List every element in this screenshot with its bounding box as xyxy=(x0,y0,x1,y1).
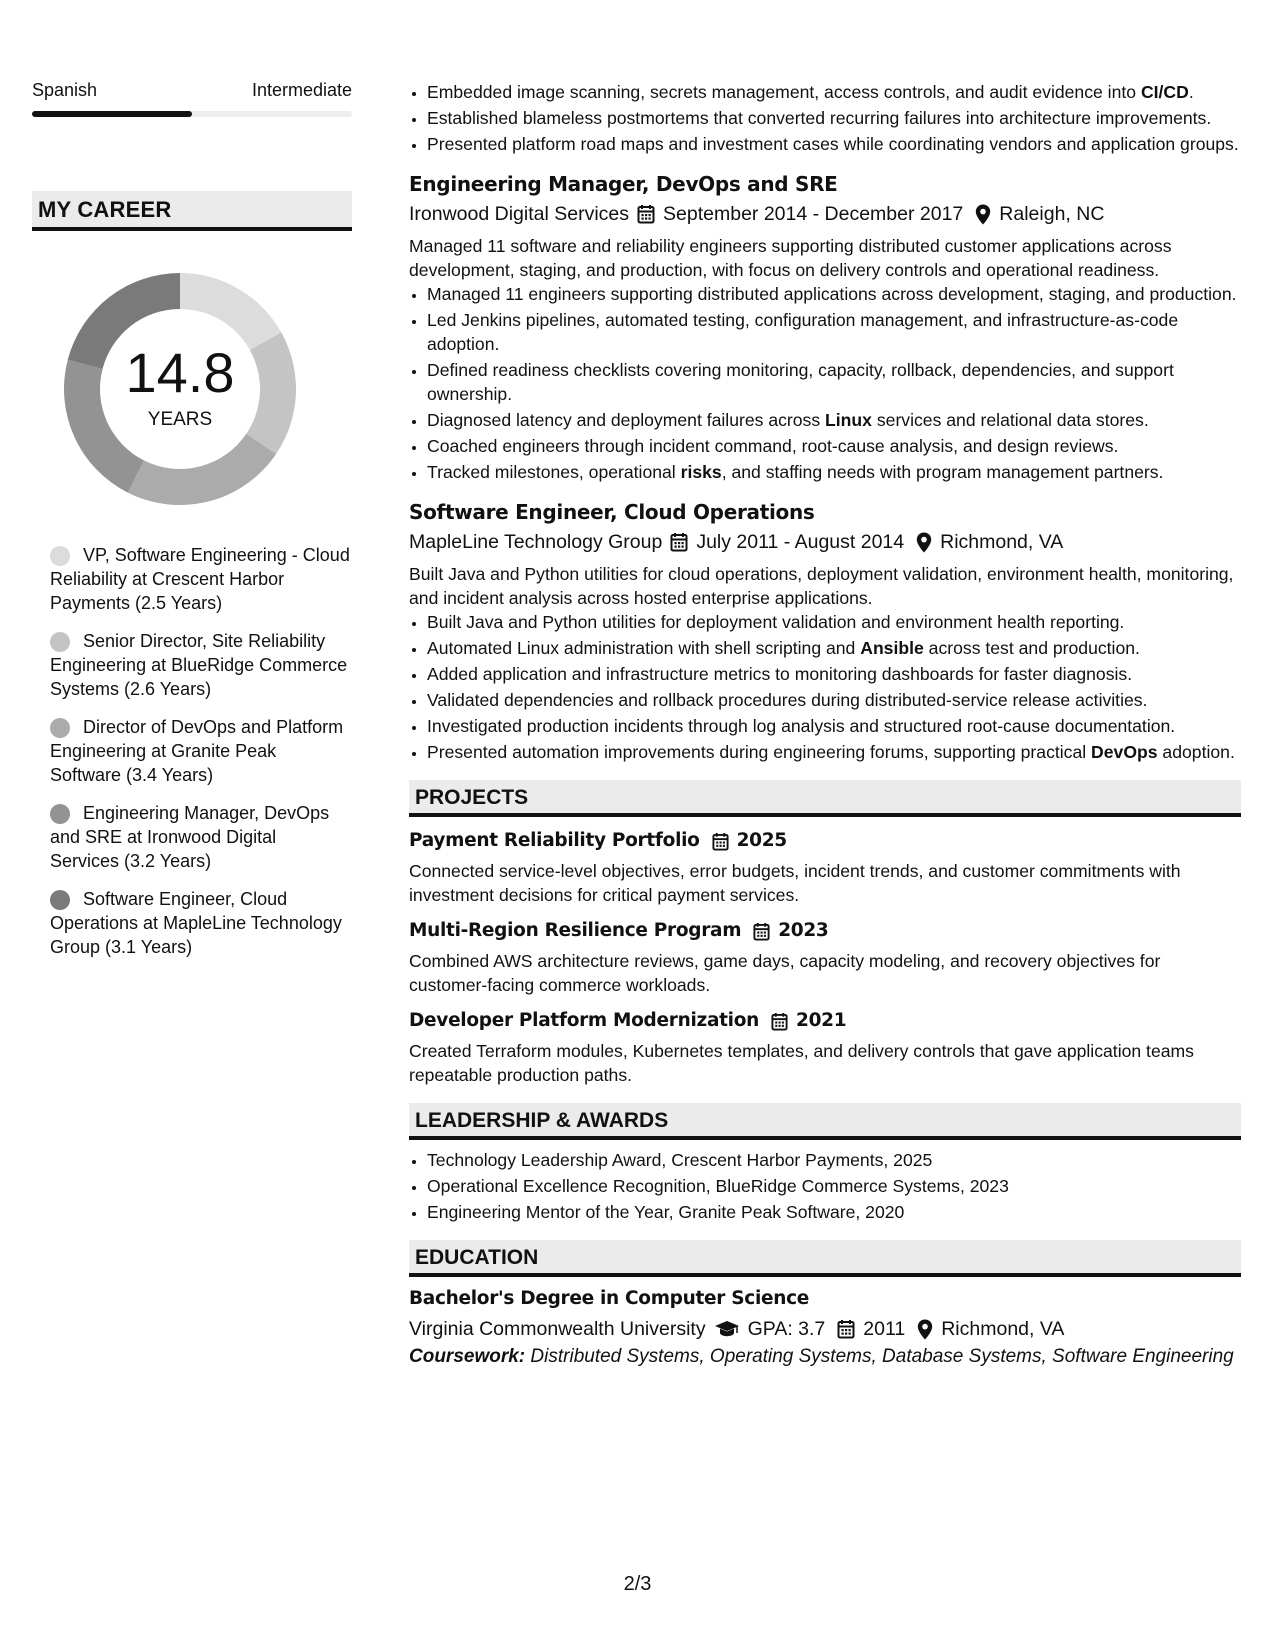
education-meta xyxy=(409,1317,1241,1341)
legend-label: Director of DevOps and Platform Engineering at Granite Peak Software (3.4 Years) xyxy=(50,717,344,785)
language-proficiency-bar xyxy=(32,111,352,117)
bullet-text: services and relational data stores. xyxy=(871,410,1149,430)
calendar-icon xyxy=(637,204,655,224)
bullet: • Presented platform road maps and investment cases while coordinating vendors and application groups. xyxy=(427,132,1241,156)
gpa: GPA: 3.7 xyxy=(747,1318,826,1340)
bullet: • Investigated production incidents through log analysis and structured root-cause documentation. xyxy=(427,714,1241,738)
project-title: Payment Reliability Portfolio xyxy=(409,830,700,851)
degree-title: Bachelor's Degree in Computer Science xyxy=(409,1288,810,1309)
calendar-icon xyxy=(753,922,770,941)
language-row xyxy=(32,80,352,101)
bullet-text: Automated Linux administration with shell scripting and xyxy=(427,638,861,658)
language-proficiency-fill xyxy=(32,111,192,117)
school-location: Richmond, VA xyxy=(941,1318,1065,1340)
job-title: Engineering Manager, DevOps and SRE xyxy=(409,172,838,196)
graduation-year: 2011 xyxy=(863,1318,906,1340)
bullet xyxy=(427,636,1241,660)
donut-slice xyxy=(128,434,276,505)
right-column xyxy=(409,80,1241,1369)
legend-label: Engineering Manager, DevOps and SRE at Ironwood Digital Services (3.2 Years) xyxy=(50,803,330,871)
job-bullets xyxy=(409,610,1241,764)
project-year: 2023 xyxy=(778,920,829,941)
bullet xyxy=(427,460,1241,484)
school-name: Virginia Commonwealth University xyxy=(409,1318,706,1340)
calendar-icon xyxy=(670,532,688,552)
job-location: Richmond, VA xyxy=(940,531,1064,553)
legend-swatch xyxy=(50,718,70,738)
company-name: MapleLine Technology Group xyxy=(409,531,663,553)
coursework xyxy=(409,1345,1241,1369)
bullet: • Coached engineers through incident command, root-cause analysis, and design reviews. xyxy=(427,434,1241,458)
previous-job-bullets xyxy=(409,80,1241,156)
legend-label: Senior Director, Site Reliability Engineering at BlueRidge Commerce Systems (2.6 Years) xyxy=(50,631,348,699)
bullet: • Managed 11 engineers supporting distributed applications across development, staging, and production. xyxy=(427,282,1241,306)
legend-swatch xyxy=(50,890,70,910)
map-pin-icon xyxy=(917,1319,933,1340)
coursework-list: Distributed Systems, Operating Systems, Database Systems, Software Engineering xyxy=(525,1346,1234,1367)
project-title: Developer Platform Modernization xyxy=(409,1010,760,1031)
project-description: Created Terraform modules, Kubernetes templates, and delivery controls that gave application teams repeatable production paths. xyxy=(409,1041,1194,1085)
project-description: Connected service-level objectives, error budgets, incident trends, and customer commitments with investment decisions for critical payment services. xyxy=(409,861,1181,905)
bullet-text: across test and production. xyxy=(923,638,1140,658)
project-description: Combined AWS architecture reviews, game days, capacity modeling, and recovery objectives for customer-facing commerce workloads. xyxy=(409,951,1161,995)
bullet-text: , and staffing needs with program management partners. xyxy=(721,462,1164,482)
graduation-cap-icon xyxy=(714,1320,740,1338)
legend-item xyxy=(50,801,350,873)
bullet-text: Embedded image scanning, secrets management, access controls, and audit evidence into xyxy=(427,82,1141,102)
project-title-row xyxy=(409,829,1241,853)
career-donut-chart xyxy=(64,273,296,505)
bullet-keyword: CI/CD xyxy=(1140,82,1189,102)
bullet-keyword: DevOps xyxy=(1091,742,1158,762)
bullet xyxy=(427,408,1241,432)
career-total-label: YEARS xyxy=(147,409,213,430)
legend-swatch xyxy=(50,546,70,566)
legend-swatch xyxy=(50,804,70,824)
donut-slice xyxy=(180,273,281,350)
award-item: • Technology Leadership Award, Crescent Harbor Payments, 2025 xyxy=(427,1148,1241,1172)
company-name: Ironwood Digital Services xyxy=(409,203,630,225)
bullet-keyword: Linux xyxy=(825,410,872,430)
job-meta xyxy=(409,530,1241,554)
legend-item xyxy=(50,543,350,615)
job-bullets xyxy=(409,282,1241,484)
bullet: • Led Jenkins pipelines, automated testing, configuration management, and infrastructure-as-code adoption. xyxy=(427,308,1241,356)
map-pin-icon xyxy=(975,204,991,225)
bullet-keyword: Ansible xyxy=(860,638,924,658)
bullet-text: . xyxy=(1188,82,1194,102)
language-name: Spanish xyxy=(32,80,98,100)
job-dates: July 2011 - August 2014 xyxy=(696,531,905,553)
career-heading: MY CAREER xyxy=(32,191,352,231)
career-legend xyxy=(50,543,350,959)
legend-item xyxy=(50,887,350,959)
leadership-heading: LEADERSHIP & AWARDS xyxy=(409,1103,1241,1140)
project-year: 2021 xyxy=(796,1010,847,1031)
bullet: • Established blameless postmortems that converted recurring failures into architecture improvements. xyxy=(427,106,1241,130)
legend-item xyxy=(50,715,350,787)
language-level: Intermediate xyxy=(251,80,352,100)
career-total-years: 14.8 xyxy=(125,341,235,404)
project-title-row xyxy=(409,919,1241,943)
bullet: • Defined readiness checklists covering monitoring, capacity, rollback, dependencies, and support ownership. xyxy=(427,358,1241,406)
calendar-icon xyxy=(712,832,729,851)
calendar-icon xyxy=(771,1012,788,1031)
project-year: 2025 xyxy=(736,830,787,851)
project-title: Multi-Region Resilience Program xyxy=(409,920,742,941)
job-dates: September 2014 - December 2017 xyxy=(663,203,964,225)
award-item: • Operational Excellence Recognition, BlueRidge Commerce Systems, 2023 xyxy=(427,1174,1241,1198)
legend-label: VP, Software Engineering - Cloud Reliability at Crescent Harbor Payments (2.5 Years) xyxy=(50,545,350,613)
award-item: • Engineering Mentor of the Year, Granite Peak Software, 2020 xyxy=(427,1200,1241,1224)
leadership-list xyxy=(409,1148,1241,1224)
page-number: 2/3 xyxy=(623,1573,652,1595)
bullet-text: Tracked milestones, operational xyxy=(427,462,681,482)
bullet-text: Diagnosed latency and deployment failures across xyxy=(427,410,826,430)
job-summary: Built Java and Python utilities for cloud operations, deployment validation, environment health, monitoring, and incident analysis across hosted enterprise applications. xyxy=(409,564,1234,608)
coursework-label: Coursework: xyxy=(409,1346,526,1367)
bullet-text: adoption. xyxy=(1157,742,1235,762)
job-location: Raleigh, NC xyxy=(999,203,1105,225)
bullet-text: Presented automation improvements during engineering forums, supporting practical xyxy=(427,742,1092,762)
legend-swatch xyxy=(50,632,70,652)
legend-item xyxy=(50,629,350,701)
job-meta xyxy=(409,202,1241,226)
bullet-keyword: risks xyxy=(680,462,722,482)
map-pin-icon xyxy=(916,532,932,553)
bullet xyxy=(427,740,1241,764)
bullet: • Built Java and Python utilities for deployment validation and environment health reporting. xyxy=(427,610,1241,634)
job-summary: Managed 11 software and reliability engineers supporting distributed customer applications across development, staging, and production, with focus on delivery controls and operational readiness. xyxy=(409,236,1172,280)
job-title: Software Engineer, Cloud Operations xyxy=(409,500,815,524)
bullet: • Added application and infrastructure metrics to monitoring dashboards for faster diagnosis. xyxy=(427,662,1241,686)
bullet: • Validated dependencies and rollback procedures during distributed-service release activities. xyxy=(427,688,1241,712)
projects-heading: PROJECTS xyxy=(409,780,1241,817)
bullet xyxy=(427,80,1241,104)
project-title-row xyxy=(409,1009,1241,1033)
calendar-icon xyxy=(837,1319,855,1339)
education-heading: EDUCATION xyxy=(409,1240,1241,1277)
legend-label: Software Engineer, Cloud Operations at MapleLine Technology Group (3.1 Years) xyxy=(50,889,342,957)
left-column xyxy=(32,80,352,973)
